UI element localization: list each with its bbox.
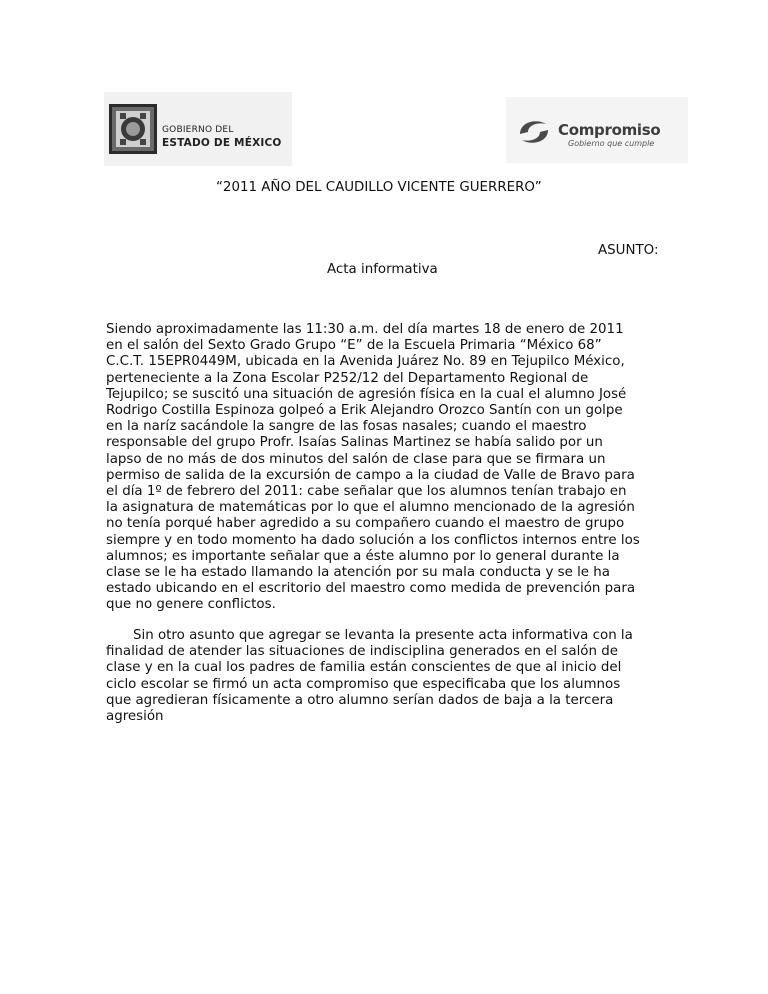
paragraph-line: alumnos; es importante señalar que a éste alumno por lo general durante la: [106, 548, 620, 564]
paragraph-line: Tejupilco; se suscitó una situación de agresión física en la cual el alumno José: [106, 386, 627, 402]
paragraph-line: Sin otro asunto que agregar se levanta la presente acta informativa con la: [133, 628, 633, 643]
logo-text-line1: GOBIERNO DEL: [162, 125, 234, 135]
paragraph-line: el día 1º de febrero del 2011: cabe señalar que los alumnos tenían trabajo en: [106, 484, 627, 500]
paragraph-line: Siendo aproximadamente las 11:30 a.m. del día martes 18 de enero de 2011: [106, 322, 624, 337]
subject-label: ASUNTO:: [598, 243, 659, 258]
paragraph-line: perteneciente a la Zona Escolar P252/12 del Departamento Regional de: [106, 370, 589, 386]
state-seal-icon: [109, 104, 157, 154]
paragraph-line: en el salón del Sexto Grado Grupo “E” de la Escuela Primaria “México 68”: [106, 338, 602, 354]
year-title: “2011 AÑO DEL CAUDILLO VICENTE GUERRERO”: [216, 180, 542, 195]
paragraph-line: clase y en la cual los padres de familia están conscientes de que al inicio del: [106, 660, 622, 676]
paragraph-line: Rodrigo Costilla Espinoza golpeó a Erik Alejandro Orozco Santín con un golpe: [106, 403, 623, 419]
paragraph-line: que no genere conflictos.: [106, 597, 276, 613]
paragraph-line: lapso de no más de dos minutos del salón de clase para que se firmara un: [106, 451, 606, 467]
paragraph-line: responsable del grupo Profr. Isaías Salinas Martinez se había salido por un: [106, 435, 603, 451]
brand-name: Compromiso: [558, 121, 661, 139]
compromiso-logo: [506, 97, 688, 163]
paragraph-line: no tenía porqué haber agredido a su compañero cuando el maestro de grupo: [106, 516, 625, 532]
paragraph-line: permiso de salida de la excursión de campo a la ciudad de Valle de Bravo para: [106, 467, 635, 483]
paragraph-line: siempre y en todo momento ha dado solución a los conflictos internos entre los: [106, 532, 640, 548]
swirl-icon: [516, 116, 552, 148]
paragraph-line: estado ubicando en el escritorio del maestro como medida de prevención para: [106, 581, 636, 597]
paragraph-line: finalidad de atender las situaciones de indisciplina generados en el salón de: [106, 644, 618, 660]
paragraph-line: la asignatura de matemáticas por lo que el alumno mencionado de la agresión: [106, 500, 635, 516]
paragraph-line: C.C.T. 15EPR0449M, ubicada en la Avenida Juárez No. 89 en Tejupilco México,: [106, 354, 625, 370]
paragraph-line: agresión: [106, 709, 164, 725]
logo-text-line2: ESTADO DE MÉXICO: [162, 137, 282, 149]
brand-tagline: Gobierno que cumple: [568, 139, 655, 148]
estado-de-mexico-logo: [104, 92, 292, 166]
paragraph-line: en la naríz sacándole la sangre de las fosas nasales; cuando el maestro: [106, 419, 587, 435]
paragraph-line: clase se le ha estado llamando la atención por su mala conducta y se le ha: [106, 565, 610, 581]
paragraph-line: que agredieran físicamente a otro alumno serían dados de baja a la tercera: [106, 692, 614, 708]
document-title: Acta informativa: [327, 262, 438, 277]
paragraph-1: [106, 322, 666, 614]
paragraph-2: [106, 628, 666, 725]
paragraph-line: ciclo escolar se firmó un acta compromiso que especificaba que los alumnos: [106, 676, 621, 692]
